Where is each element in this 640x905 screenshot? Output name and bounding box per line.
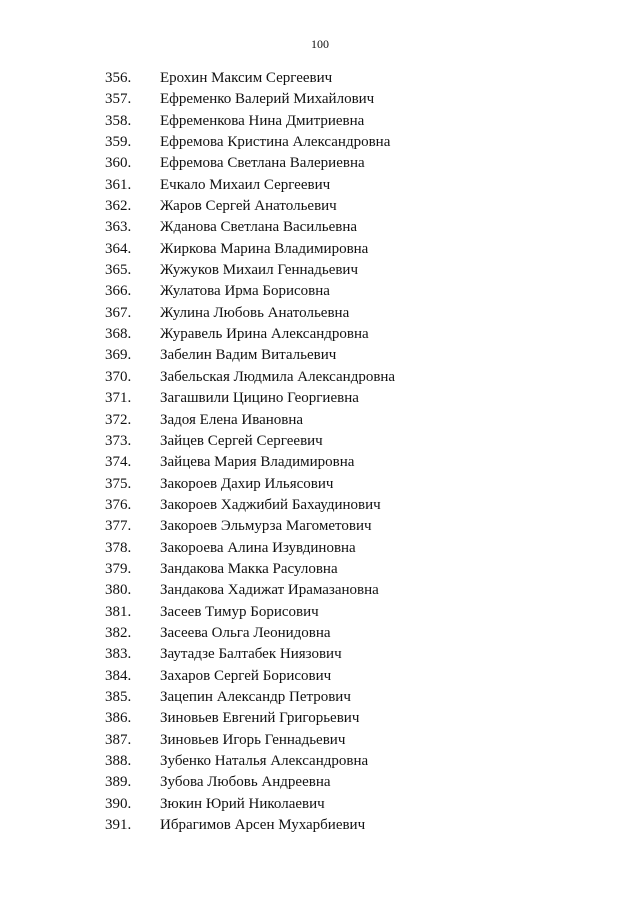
list-item: [0, 559, 640, 580]
entry-name: Жаров Сергей Анатольевич: [160, 198, 337, 215]
list-item: [0, 111, 640, 132]
entry-name: Жулатова Ирма Борисовна: [160, 283, 330, 300]
list-item: [0, 239, 640, 260]
list-item: [0, 687, 640, 708]
list-item: [0, 794, 640, 815]
entry-number: 372.: [105, 411, 132, 428]
entry-number: 359.: [105, 134, 132, 151]
entry-number: 370.: [105, 368, 132, 385]
list-item: [0, 452, 640, 473]
list-item: [0, 260, 640, 281]
entry-name: Заутадзе Балтабек Ниязович: [160, 646, 342, 663]
list-item: [0, 89, 640, 110]
entry-name: Ечкало Михаил Сергеевич: [160, 176, 331, 193]
list-item: [0, 751, 640, 772]
entry-number: 382.: [105, 624, 132, 641]
entry-number: 377.: [105, 518, 132, 535]
list-item: [0, 410, 640, 431]
entry-name: Ерохин Максим Сергеевич: [160, 70, 333, 86]
entry-number: 371.: [105, 390, 132, 407]
list-item: [0, 474, 640, 495]
list-item: [0, 580, 640, 601]
list-item: [0, 623, 640, 644]
entry-name: Закороев Дахир Ильясович: [160, 475, 334, 492]
list-item: [0, 324, 640, 345]
entry-name: Зюкин Юрий Николаевич: [160, 795, 325, 812]
entry-number: 390.: [105, 795, 132, 812]
entry-number: 368.: [105, 326, 132, 343]
entry-name: Жужуков Михаил Геннадьевич: [160, 262, 359, 279]
list-item: [0, 708, 640, 729]
entry-name: Захаров Сергей Борисович: [160, 667, 332, 684]
entry-number: 388.: [105, 753, 132, 769]
entry-name: Зиновьев Игорь Геннадьевич: [160, 731, 346, 748]
list-item: [0, 666, 640, 687]
entry-name: Задоя Елена Ивановна: [160, 411, 304, 428]
entry-number: 361.: [105, 176, 132, 193]
entry-number: 360.: [105, 155, 132, 172]
list-item: [0, 217, 640, 238]
list-item: [0, 538, 640, 559]
entry-name: Ефремова Светлана Валериевна: [160, 155, 365, 172]
list-item: [0, 772, 640, 793]
entry-name: Жиркова Марина Владимировна: [160, 240, 369, 257]
entry-number: 391.: [105, 817, 132, 834]
entry-name: Закороева Алина Изувдиновна: [160, 539, 356, 556]
entry-number: 367.: [105, 304, 132, 321]
entry-name: Закороев Хаджибий Бахаудинович: [160, 496, 381, 513]
entry-name: Ефременко Валерий Михайлович: [160, 91, 375, 108]
entry-name: Зайцева Мария Владимировна: [160, 454, 355, 471]
entry-name: Жулина Любовь Анатольевна: [160, 304, 350, 321]
entry-name: Засеева Ольга Леонидовна: [160, 624, 331, 641]
entry-number: 381.: [105, 603, 132, 620]
entry-number: 378.: [105, 539, 132, 556]
list-item: [0, 175, 640, 196]
list-item: [0, 196, 640, 217]
entry-number: 376.: [105, 496, 132, 513]
entry-name: Зиновьев Евгений Григорьевич: [160, 710, 360, 727]
entry-name: Ефремова Кристина Александровна: [160, 134, 391, 151]
entry-number: 357.: [105, 91, 132, 108]
entry-number: 364.: [105, 240, 132, 257]
entry-number: 363.: [105, 219, 132, 236]
entry-number: 387.: [105, 731, 132, 748]
list-item: [0, 815, 640, 836]
list-item: [0, 644, 640, 665]
entry-name: Закороев Эльмурза Магометович: [160, 518, 372, 535]
entry-number: 374.: [105, 454, 132, 471]
entry-number: 383.: [105, 646, 132, 663]
list-item: [0, 303, 640, 324]
list-item: [0, 68, 640, 89]
entry-number: 385.: [105, 688, 132, 705]
list-item: [0, 730, 640, 751]
entry-name: Журавель Ирина Александровна: [160, 326, 369, 343]
entry-number: 379.: [105, 560, 132, 577]
entry-number: 373.: [105, 432, 132, 449]
entry-name: Зайцев Сергей Сергеевич: [160, 432, 323, 449]
list-item: [0, 495, 640, 516]
entry-name: Зубенко Наталья Александровна: [160, 753, 369, 769]
entry-number: 356.: [105, 70, 132, 86]
list-item: [0, 132, 640, 153]
list-item: [0, 602, 640, 623]
entry-name: Ефременкова Нина Дмитриевна: [160, 112, 365, 129]
entry-name: Жданова Светлана Васильевна: [160, 219, 358, 236]
entry-name: Забельская Людмила Александровна: [160, 368, 396, 385]
list-item: [0, 367, 640, 388]
entry-number: 358.: [105, 112, 132, 129]
list-item: [0, 388, 640, 409]
entry-number: 369.: [105, 347, 132, 364]
list-item: [0, 153, 640, 174]
entry-name: Зандакова Хадижат Ирамазановна: [160, 582, 379, 599]
entry-number: 389.: [105, 774, 132, 791]
list-item: [0, 281, 640, 302]
entry-name: Забелин Вадим Витальевич: [160, 347, 337, 364]
list-item: [0, 516, 640, 537]
entry-name: Зандакова Макка Расуловна: [160, 560, 338, 577]
entry-number: 380.: [105, 582, 132, 599]
entry-name: Ибрагимов Арсен Мухарбиевич: [160, 817, 366, 834]
entry-number: 365.: [105, 262, 132, 279]
entry-name: Загашвили Цицино Георгиевна: [160, 390, 359, 407]
list-item: [0, 345, 640, 366]
entry-name: Зацепин Александр Петрович: [160, 688, 351, 705]
entry-name: Засеев Тимур Борисович: [160, 603, 319, 620]
entry-number: 366.: [105, 283, 132, 300]
entry-name: Зубова Любовь Андреевна: [160, 774, 331, 791]
entry-number: 375.: [105, 475, 132, 492]
page-number: 100: [311, 37, 329, 51]
list-item: [0, 431, 640, 452]
name-list: [0, 68, 640, 836]
entry-number: 362.: [105, 198, 132, 215]
entry-number: 386.: [105, 710, 132, 727]
entry-number: 384.: [105, 667, 132, 684]
